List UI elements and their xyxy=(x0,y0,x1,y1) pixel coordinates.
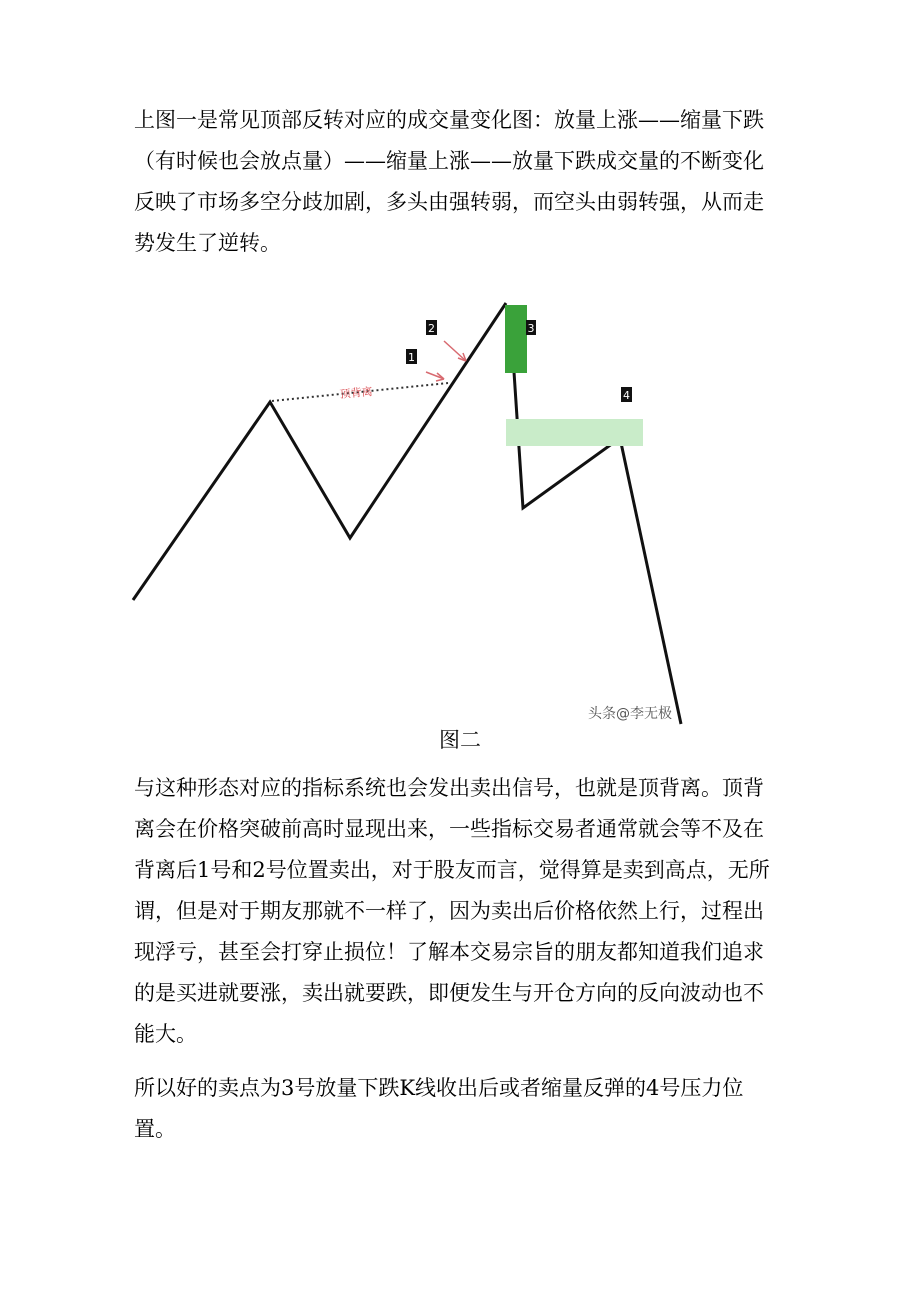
arrow-2 xyxy=(444,341,466,361)
marker-2: 2 xyxy=(428,322,435,335)
marker-1: 1 xyxy=(408,351,415,364)
intro-paragraph: 上图一是常见顶部反转对应的成交量变化图：放量上涨——缩量下跌（有时候也会放点量）——缩量上涨——放量下跌成交量的不断变化反映了市场多空分歧加剧，多头由强转弱，而空头由弱转强，从而走势发生了逆转。 xyxy=(134,108,764,255)
price-path-left xyxy=(133,303,506,600)
marker-4: 4 xyxy=(623,389,630,402)
watermark: 头条@李无极 xyxy=(588,706,672,722)
figure-caption: 图二 xyxy=(439,728,481,752)
arrow-1 xyxy=(426,372,444,379)
conclusion-paragraph: 所以好的卖点为3号放量下跌K线收出后或者缩量反弹的4号压力位置。 xyxy=(134,1076,744,1141)
marker-3: 3 xyxy=(527,322,535,335)
body-paragraph: 与这种形态对应的指标系统也会发出卖出信号，也就是顶背离。顶背离会在价格突破前高时显现出来，一些指标交易者通常就会等不及在背离后1号和2号位置卖出，对于股友而言，觉得算是卖到高点，无所谓，但是对于期友那就不一样了，因为卖出后价格依然上行，过程出现浮亏，甚至会打穿止损位！了解本交易宗旨的朋友都知道我们追求的是买进就要涨，卖出就要跌，即便发生与开仓方向的反向波动也不能大。 xyxy=(134,776,770,1046)
pressure-zone xyxy=(506,419,643,446)
candle-3 xyxy=(505,305,527,373)
divergence-label: 顶背离 xyxy=(339,385,374,401)
